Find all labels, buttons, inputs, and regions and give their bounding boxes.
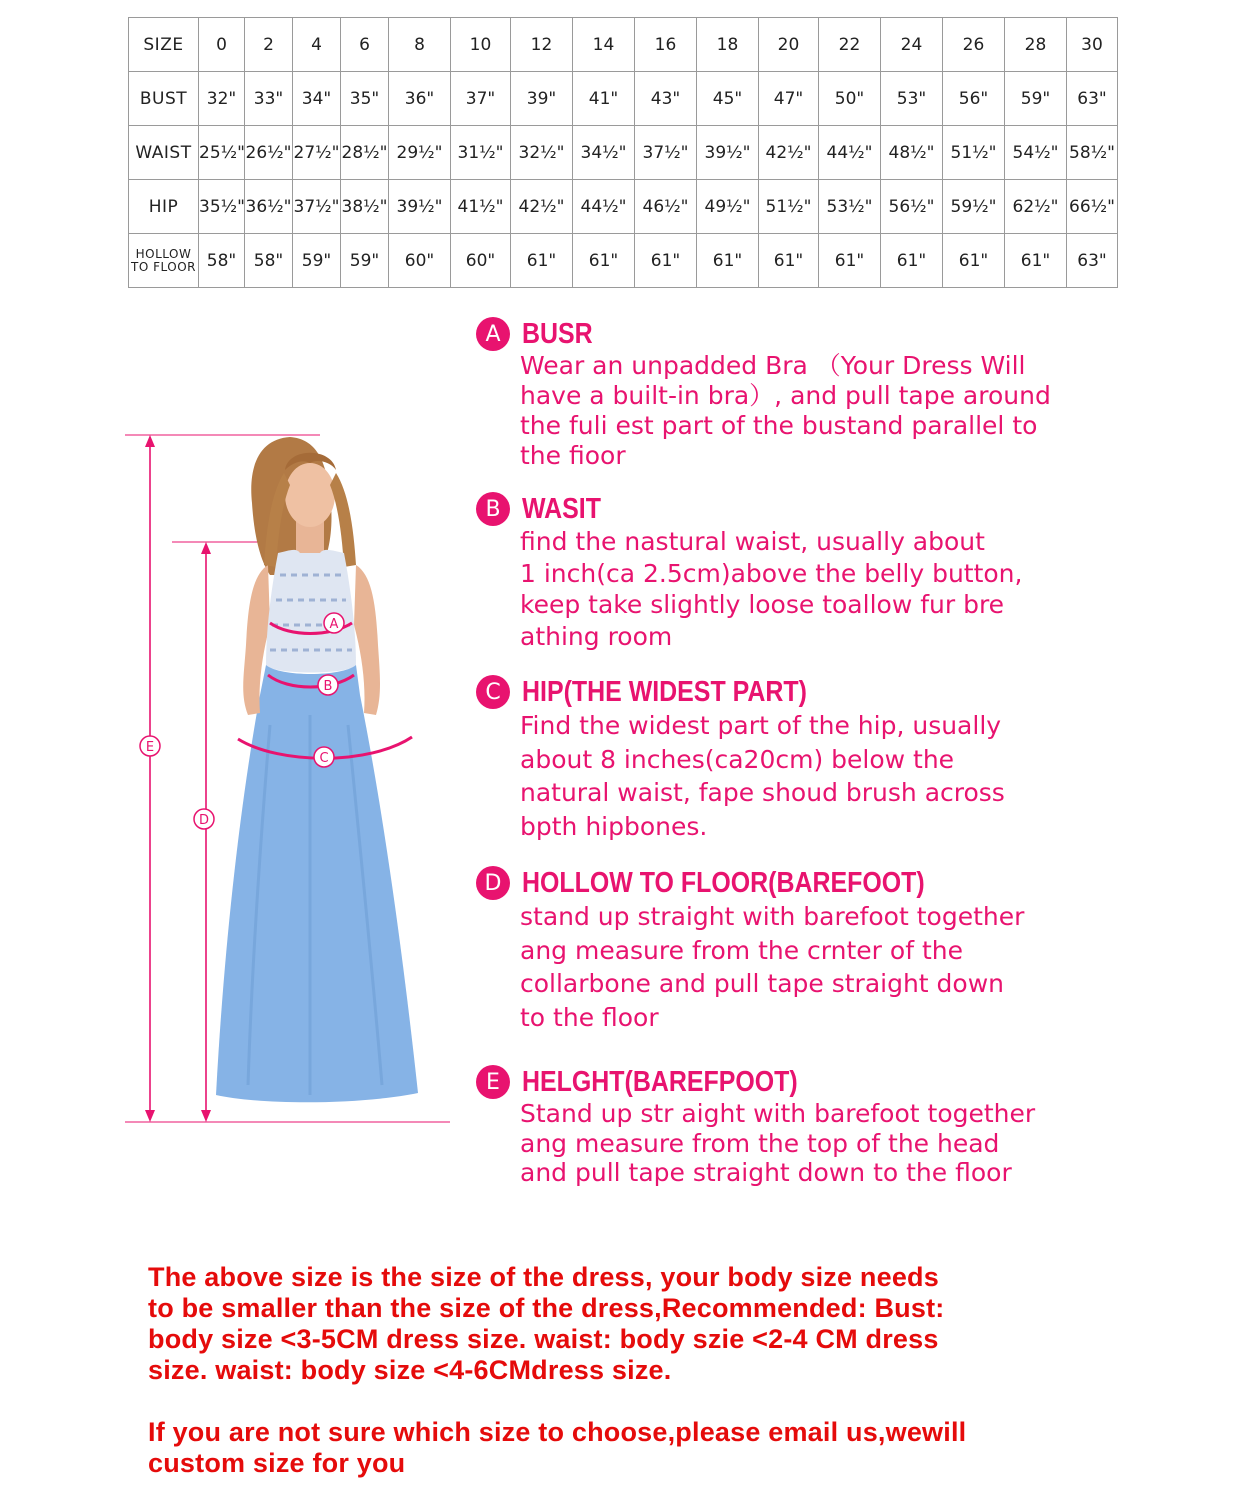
measurement-cell: 63" [1067,72,1118,126]
measurement-cell: 35½" [199,180,245,234]
badge-e: E [476,1065,510,1099]
measurement-cell: 38½" [341,180,389,234]
measurement-cell: 44½" [573,180,635,234]
measurement-cell: 37½" [635,126,697,180]
section-body: find the nastural waist, usually about 1 inch(ca 2.5cm)above the belly button, keep take slightly loose toallow fur bre athing room [520,527,1023,651]
measurement-cell: 26½" [245,126,293,180]
measurement-cell: 36½" [245,180,293,234]
lace-bodice [266,550,356,673]
size-row-bust [129,72,1118,126]
figure-badge-a [324,613,344,633]
measurement-cell: 32" [199,72,245,126]
measurement-cell: 45" [697,72,759,126]
measurement-cell: 61" [881,234,943,288]
badge-a: A [476,317,510,351]
size-header-cell: 2 [245,18,293,72]
measurement-cell: 47" [759,72,819,126]
size-header-label: SIZE [129,18,199,72]
size-header-cell: 20 [759,18,819,72]
svg-text:A: A [329,617,339,632]
size-chart-table [128,17,1118,288]
size-header-cell: 22 [819,18,881,72]
size-header-cell: 26 [943,18,1005,72]
section-body: stand up straight with barefoot together ang measure from the crnter of the collarbone and pull tape straight down to the floor [520,902,1025,1032]
measurement-cell: 49½" [697,180,759,234]
measurement-cell: 59½" [943,180,1005,234]
section-body: Stand up str aight with barefoot together ang measure from the top of the head and pull tape straight down to the floor [520,1099,1036,1187]
section-hollow-to-floor [476,866,1136,1034]
measurement-cell: 56½" [881,180,943,234]
size-row-waist [129,126,1118,180]
measurement-cell: 58" [245,234,293,288]
size-note: The above size is the size of the dress, your body size needs to be smaller than the size of the dress,Recommended: Bust: body size <3-5CM dress size. waist: body szie <2-4 CM dress size. waist: body size <4-6CMdress size. [148,1262,945,1385]
row-label: WAIST [129,126,199,180]
section-title: HIP(THE WIDEST PART) [522,675,807,708]
face [285,463,335,527]
measurement-cell: 54½" [1005,126,1067,180]
contact-note: If you are not sure which size to choose,please email us,wewill custom size for you [148,1417,967,1478]
row-label: HIP [129,180,199,234]
measurement-cell: 28½" [341,126,389,180]
measurement-cell: 33" [245,72,293,126]
figure-badge-d [194,809,214,829]
figure-badge-e [140,736,160,756]
row-label: BUST [129,72,199,126]
measurement-cell: 60" [451,234,511,288]
measurement-cell: 42½" [759,126,819,180]
size-header-cell: 30 [1067,18,1118,72]
measurement-cell: 50" [819,72,881,126]
measurement-cell: 61" [759,234,819,288]
size-header-cell: 18 [697,18,759,72]
section-height [476,1065,1136,1188]
measurement-cell: 39½" [389,180,451,234]
measurement-cell: 61" [1005,234,1067,288]
measurement-cell: 37" [451,72,511,126]
badge-c: C [476,675,510,709]
measurement-cell: 61" [697,234,759,288]
measurement-cell: 34" [293,72,341,126]
svg-text:B: B [323,679,333,694]
measurement-cell: 59" [1005,72,1067,126]
measurement-cell: 39½" [697,126,759,180]
size-header-cell: 6 [341,18,389,72]
measurement-cell: 35" [341,72,389,126]
measurement-cell: 41½" [451,180,511,234]
measurement-cell: 29½" [389,126,451,180]
measurement-cell: 32½" [511,126,573,180]
measurement-cell: 53½" [819,180,881,234]
measurement-cell: 62½" [1005,180,1067,234]
section-title: WASIT [522,492,601,525]
measurement-cell: 61" [573,234,635,288]
measurement-cell: 66½" [1067,180,1118,234]
section-waist [476,492,1136,652]
measurement-figure [120,425,460,1135]
size-header-row [129,18,1118,72]
section-hip [476,675,1136,843]
measurement-cell: 37½" [293,180,341,234]
size-header-cell: 4 [293,18,341,72]
size-row-hollow-to-floor [129,234,1118,288]
measurement-cell: 44½" [819,126,881,180]
measurement-cell: 60" [389,234,451,288]
measurement-cell: 48½" [881,126,943,180]
measurement-cell: 43" [635,72,697,126]
measurement-cell: 51½" [759,180,819,234]
measurement-cell: 51½" [943,126,1005,180]
measurement-cell: 61" [511,234,573,288]
measurement-cell: 58" [199,234,245,288]
size-header-cell: 24 [881,18,943,72]
measurement-cell: 41" [573,72,635,126]
measurement-cell: 56" [943,72,1005,126]
measurement-cell: 53" [881,72,943,126]
row-label: HOLLOW TO FLOOR [129,234,199,288]
figure-badge-b [318,675,338,695]
size-row-hip [129,180,1118,234]
section-title: HELGHT(BAREFPOOT) [522,1065,798,1098]
svg-text:C: C [319,751,329,766]
size-header-cell: 14 [573,18,635,72]
svg-text:E: E [145,740,155,755]
size-header-cell: 16 [635,18,697,72]
section-body: Wear an unpadded Bra （Your Dress Will have a built-in bra）, and pull tape around the fuli est part of the bustand parallel to the fioor [520,351,1051,470]
measurement-cell: 61" [943,234,1005,288]
measurement-cell: 42½" [511,180,573,234]
section-title: HOLLOW TO FLOOR(BAREFOOT) [522,866,925,899]
measurement-cell: 58½" [1067,126,1118,180]
measurement-cell: 25½" [199,126,245,180]
measurement-cell: 59" [341,234,389,288]
measurement-cell: 46½" [635,180,697,234]
badge-d: D [476,866,510,900]
measurement-cell: 31½" [451,126,511,180]
measurement-cell: 27½" [293,126,341,180]
svg-text:D: D [198,813,210,828]
measurement-cell: 63" [1067,234,1118,288]
measurement-cell: 34½" [573,126,635,180]
section-body: Find the widest part of the hip, usually about 8 inches(ca20cm) below the natural waist, fape shoud brush across bpth hipbones. [520,711,1005,841]
size-header-cell: 8 [389,18,451,72]
size-header-cell: 12 [511,18,573,72]
section-title: BUSR [522,317,593,350]
figure-badge-c [314,747,334,767]
measurement-cell: 39" [511,72,573,126]
size-header-cell: 28 [1005,18,1067,72]
measurement-cell: 36" [389,72,451,126]
measurement-cell: 61" [635,234,697,288]
measurement-cell: 61" [819,234,881,288]
size-header-cell: 10 [451,18,511,72]
section-bust [476,317,1136,471]
badge-b: B [476,492,510,526]
measurement-cell: 59" [293,234,341,288]
size-header-cell: 0 [199,18,245,72]
